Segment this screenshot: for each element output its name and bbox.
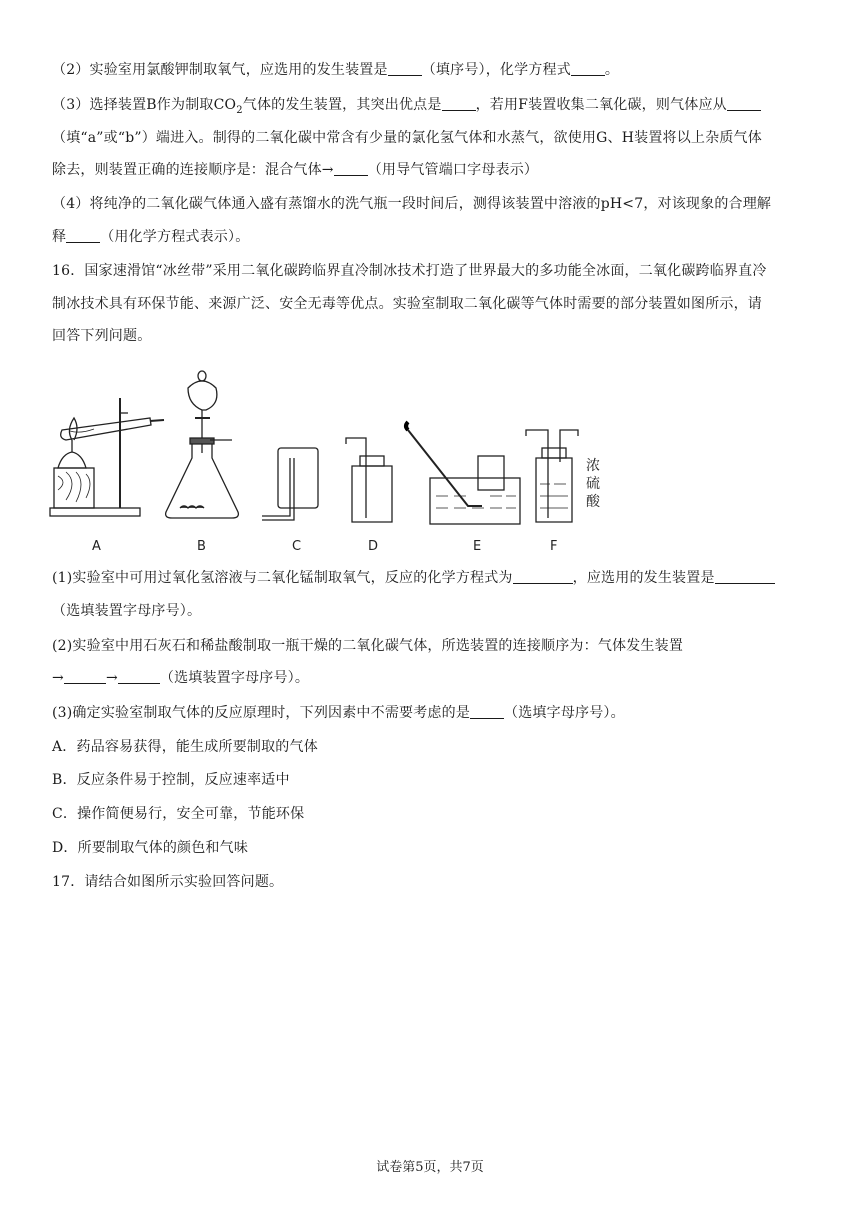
acid-label-2: 硫 xyxy=(586,476,600,492)
q15-part3-line3 xyxy=(52,160,812,180)
answer-blank[interactable] xyxy=(334,161,368,176)
rubber-tube xyxy=(406,422,408,430)
q16-sub2-line2 xyxy=(52,668,812,688)
delivery-tube-e xyxy=(408,430,482,506)
q15-part2-text-b: （填序号），化学方程式 xyxy=(421,62,571,78)
page-footer: 试卷第5页，共7页 xyxy=(376,1160,484,1175)
apparatus-c xyxy=(262,448,318,520)
q15-part3-text: 气体的发生装置，其突出优点是 xyxy=(242,97,442,113)
q16-sub1-text: (1)实验室中可用过氧化氢溶液与二氧化锰制取氧气，反应的化学方程式为 xyxy=(52,570,513,586)
test-tube-contents xyxy=(70,429,94,432)
answer-blank[interactable] xyxy=(513,569,573,584)
option-b[interactable]: B．反应条件易于控制，反应速率适中 xyxy=(52,772,290,788)
q16-intro-line2: 制冰技术具有环保节能、来源广泛、安全无毒等优点。实验室制取二氧化碳等气体时需要的部分装置如图所示，请 xyxy=(52,296,762,312)
answer-blank[interactable] xyxy=(571,61,605,76)
option-d[interactable]: D．所要制取气体的颜色和气味 xyxy=(52,840,249,856)
apparatus-d xyxy=(346,438,392,522)
answer-blank[interactable] xyxy=(470,704,504,719)
answer-blank[interactable] xyxy=(388,61,422,76)
stand-base xyxy=(50,508,140,516)
acid-label-3: 酸 xyxy=(586,494,600,510)
figure-label-f: F xyxy=(550,539,558,554)
apparatus-f xyxy=(526,430,578,522)
q16-sub3-text: (3)确定实验室制取气体的反应原理时，下列因素中不需要考虑的是 xyxy=(52,705,471,721)
subscript: 2 xyxy=(236,104,243,116)
acid-label-1: 浓 xyxy=(586,458,600,474)
q15-part3-text: （用导气管端口字母表示） xyxy=(367,162,539,178)
q15-part4-text: 释 xyxy=(52,229,67,245)
solid-reactant xyxy=(180,506,204,508)
q16-sub1-text: ，应选用的发生装置是 xyxy=(572,570,715,586)
acid-level xyxy=(540,484,568,508)
q15-part2-text-c: 。 xyxy=(604,62,620,78)
q15-part4-text: （用化学方程式表示）。 xyxy=(100,229,250,245)
q15-part3-line1 xyxy=(52,95,812,121)
inverted-jar xyxy=(478,456,504,490)
arrow: → xyxy=(52,670,64,686)
gas-jar-c xyxy=(278,448,318,508)
q16-intro-line3: 回答下列问题。 xyxy=(52,328,152,344)
q16-sub1-line1 xyxy=(52,568,812,588)
q16-sub3 xyxy=(52,703,812,723)
funnel-stopper xyxy=(198,371,206,381)
delivery-tube-c xyxy=(262,458,290,516)
figure-label-e: E xyxy=(473,539,482,554)
option-a[interactable]: A．药品容易获得，能生成所要制取的气体 xyxy=(52,739,318,755)
apparatus-a xyxy=(50,398,164,516)
q15-part3-text: 除去，则装置正确的连接顺序是：混合气体→ xyxy=(52,162,334,178)
test-tube xyxy=(61,418,151,440)
figure-label-d: D xyxy=(368,539,379,554)
apparatus-figure xyxy=(40,358,660,558)
delivery-stub xyxy=(150,420,164,421)
delivery-tube-d xyxy=(346,438,366,518)
arrow: → xyxy=(105,670,118,686)
q15-part3-line2: （填“a”或“b”）端进入。制得的二氧化碳中常含有少量的氯化氢气体和水蒸气，欲使用G、H装置将以上杂质气体 xyxy=(52,130,762,146)
long-tube-f xyxy=(526,430,548,518)
alcohol-lamp xyxy=(58,452,86,468)
answer-blank[interactable] xyxy=(727,96,761,111)
short-tube-f xyxy=(560,430,578,462)
water-trough xyxy=(430,478,520,524)
figure-label-a: A xyxy=(92,539,101,554)
q16-intro-line1: 16．国家速滑馆“冰丝带”采用二氧化碳跨临界直冷制冰技术打造了世界最大的多功能全冰面，二氧化碳跨临界直冷 xyxy=(52,263,767,279)
q16-sub1-line2: （选填装置字母序号）。 xyxy=(52,603,202,619)
q15-part3-text: ，若用F装置收集二氧化碳，则气体应从 xyxy=(475,97,727,113)
figure-label-b: B xyxy=(197,539,206,554)
answer-blank[interactable] xyxy=(64,669,106,684)
answer-blank[interactable] xyxy=(66,228,100,243)
answer-blank[interactable] xyxy=(118,669,160,684)
bottle-neck-d xyxy=(360,456,384,466)
option-c[interactable]: C．操作简便易行，安全可靠，节能环保 xyxy=(52,806,305,822)
q17-title: 17．请结合如图所示实验回答问题。 xyxy=(52,874,284,890)
answer-blank[interactable] xyxy=(442,96,476,111)
q15-part4-line1: （4）将纯净的二氧化碳气体通入盛有蒸馏水的洗气瓶一段时间后，测得该装置中溶液的pH<7，对该现象的合理解 xyxy=(52,196,772,212)
q16-sub2-line1: (2)实验室中用石灰石和稀盐酸制取一瓶干燥的二氧化碳气体，所选装置的连接顺序为：气体发生装置 xyxy=(52,638,684,654)
q16-sub3-text: （选填字母序号）。 xyxy=(504,705,625,721)
bottle-neck-f xyxy=(542,448,566,458)
q15-part2-text-a: （2）实验室用氯酸钾制取氧气，应选用的发生装置是 xyxy=(52,62,388,78)
wash-bottle-f xyxy=(536,458,572,522)
q16-sub2-text: （选填装置字母序号）。 xyxy=(159,670,310,686)
apparatus-b xyxy=(166,371,239,518)
q15-part3-text: （3）选择装置B作为制取CO xyxy=(52,97,237,113)
q15-part2 xyxy=(52,60,812,80)
figure-label-c: C xyxy=(292,539,302,554)
apparatus-e xyxy=(406,422,520,524)
separatory-funnel xyxy=(188,381,217,410)
wood-grain xyxy=(58,472,90,502)
q15-part4-line2 xyxy=(52,227,812,247)
flask-stopper xyxy=(190,438,214,444)
answer-blank[interactable] xyxy=(715,569,775,584)
gas-bottle-d xyxy=(352,466,392,522)
